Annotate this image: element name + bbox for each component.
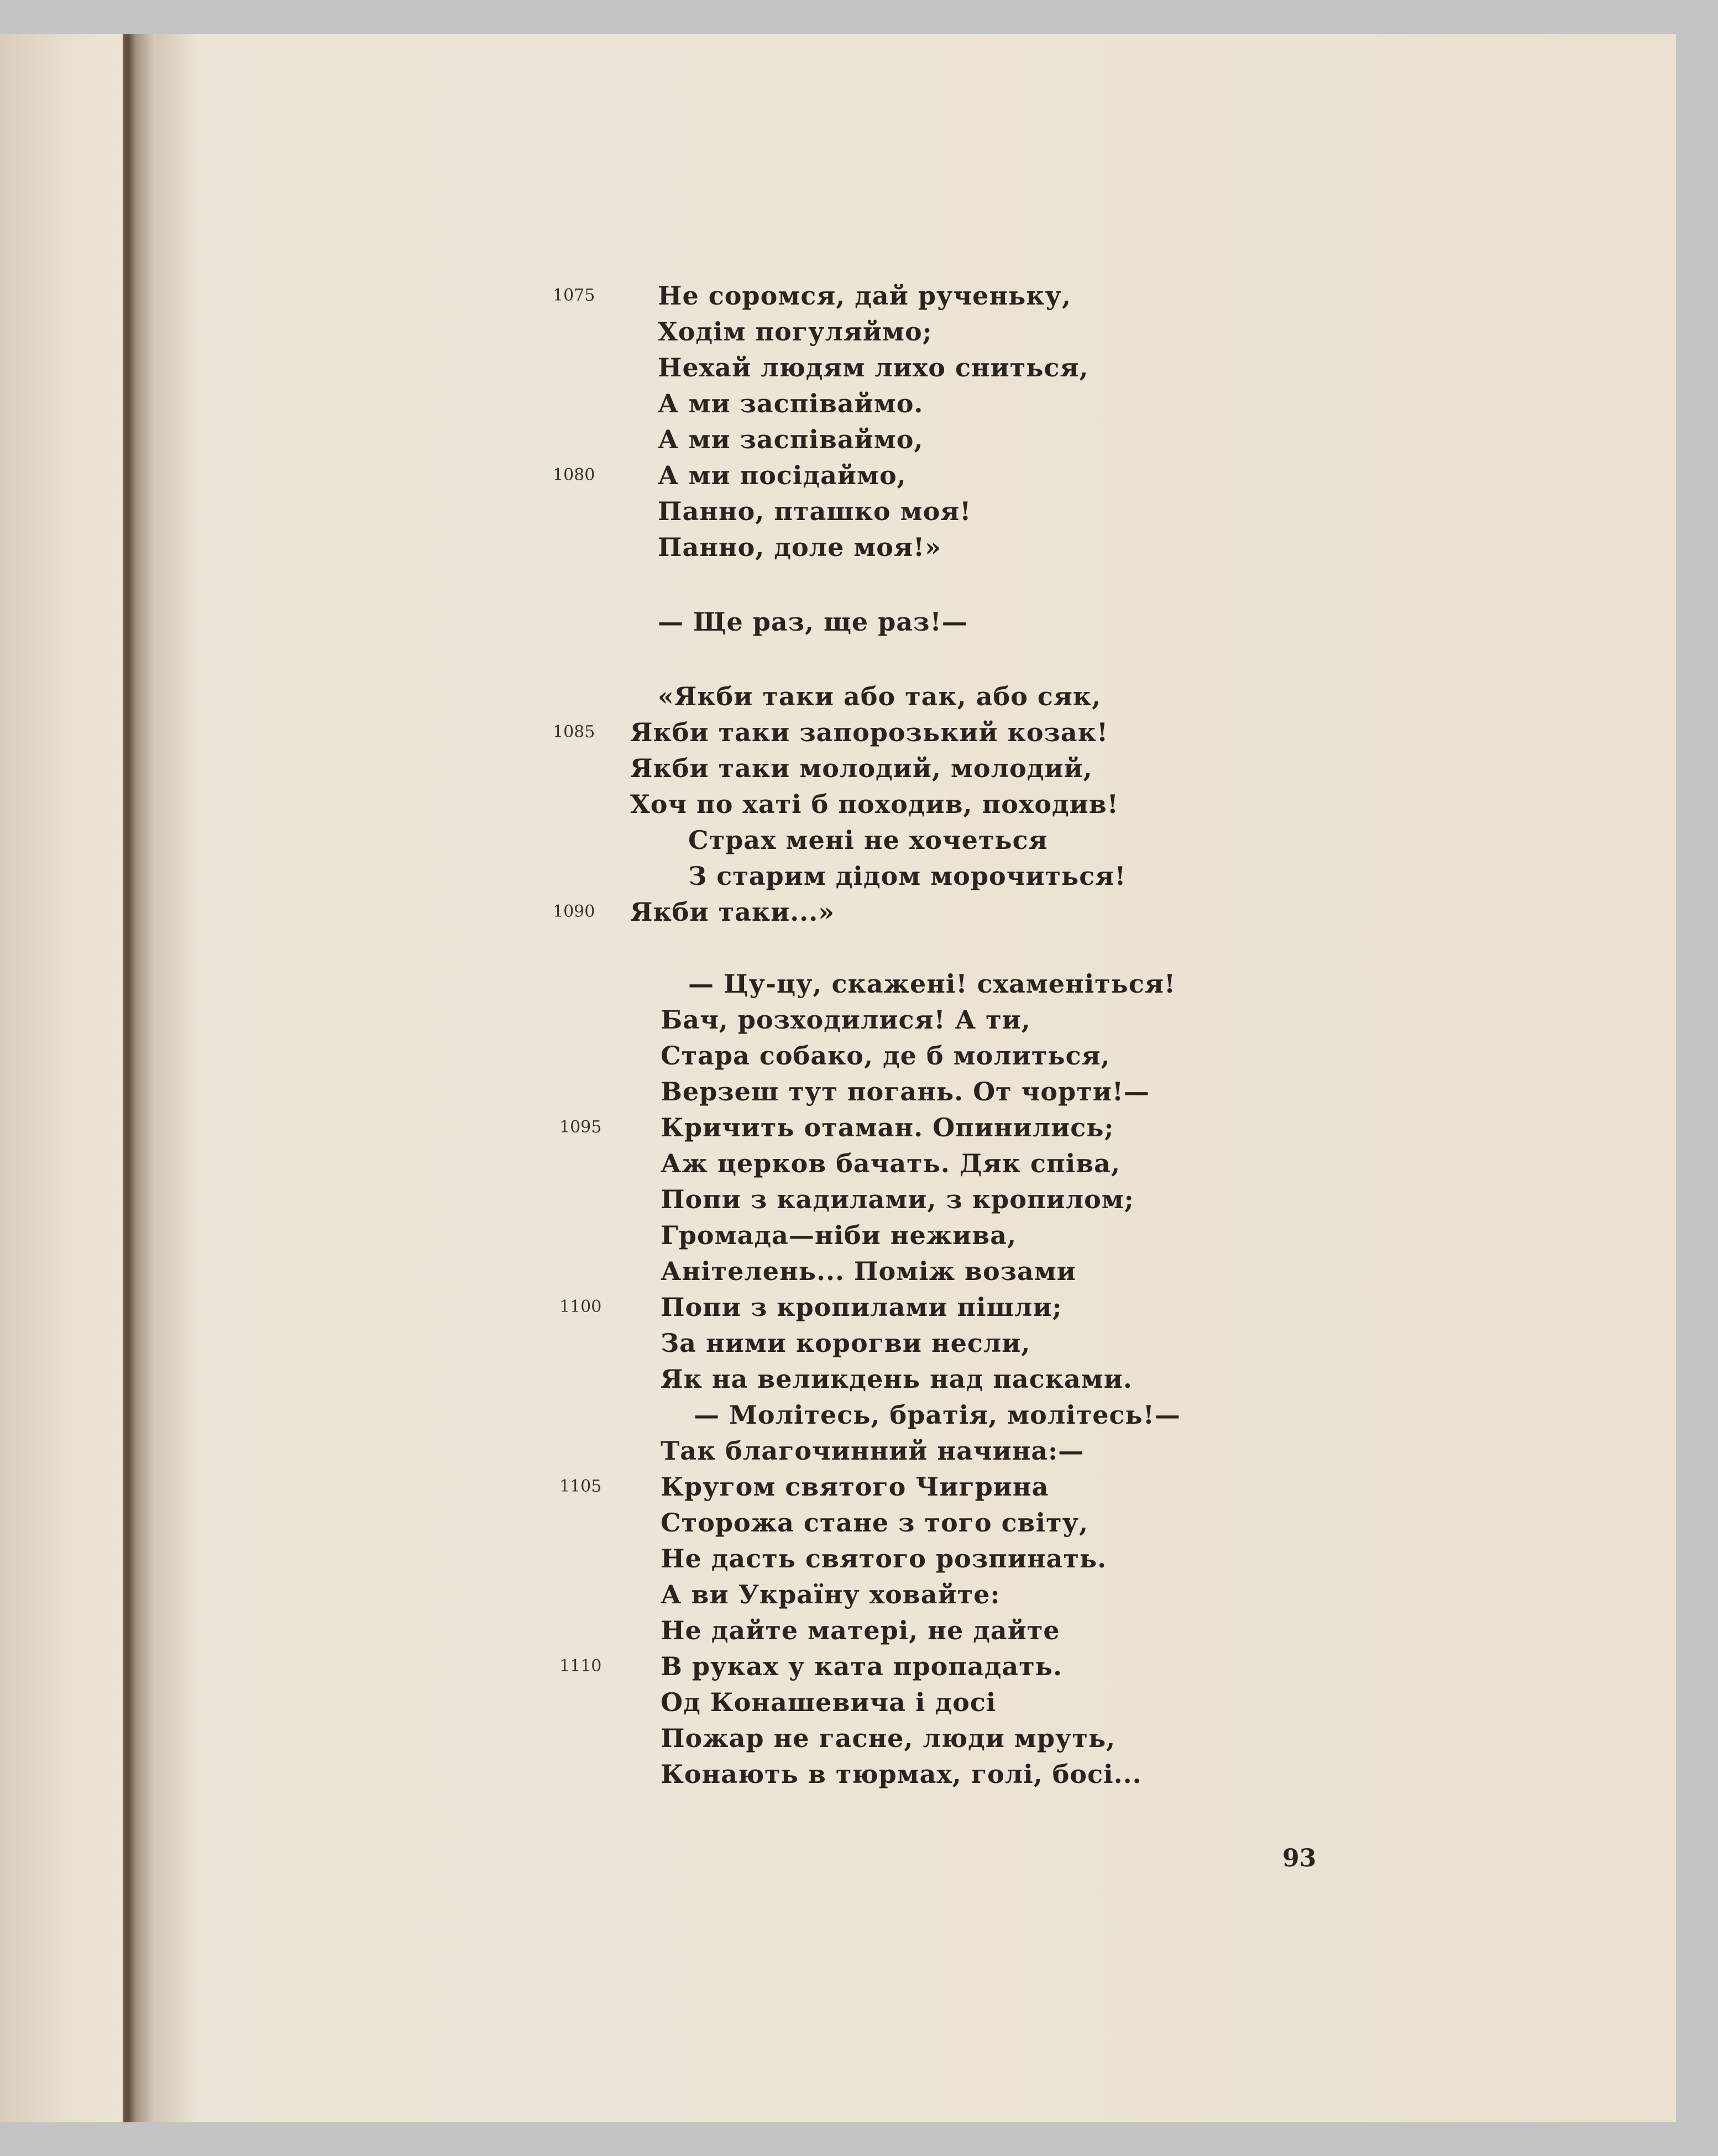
verse-line: Попи з кадилами, з кропилом; <box>661 1184 1134 1214</box>
verse-line: Страх мені не хочеться <box>688 825 1048 855</box>
verse-line: Кричить отаман. Опинились; <box>661 1113 1114 1142</box>
verse-line: Конають в тюрмах, голі, босі... <box>661 1759 1142 1789</box>
line-number: 1075 <box>553 286 595 305</box>
line-number: 1080 <box>553 465 595 485</box>
verse-line: В руках у ката пропадать. <box>661 1651 1062 1681</box>
verse-line: Якби таки...» <box>630 897 835 927</box>
page-number: 93 <box>1282 1844 1317 1872</box>
line-number: 1110 <box>559 1656 602 1676</box>
verse-line: Стара собако, де б молиться, <box>661 1041 1111 1071</box>
verse-line: Попи з кропилами пішли; <box>661 1292 1062 1322</box>
verse-line: Панно, пташко моя! <box>658 496 972 526</box>
verse-line: Бач, розходилися! А ти, <box>661 1005 1031 1035</box>
verse-line: «Якби таки або так, або сяк, <box>658 681 1102 711</box>
verse-line: Громада—ніби нежива, <box>661 1220 1017 1250</box>
verse-line: Нехай людям лихо сниться, <box>658 353 1089 382</box>
verse-line: Не дайте матері, не дайте <box>661 1615 1060 1645</box>
verse-line: Кругом святого Чигрина <box>661 1472 1049 1502</box>
line-number: 1100 <box>559 1297 602 1316</box>
verse-line: Ходім погуляймо; <box>658 317 933 347</box>
verse-line: Якби таки молодий, молодий, <box>630 753 1093 783</box>
verse-line: Так благочинний начина:— <box>661 1436 1085 1466</box>
verse-line: За ними корогви несли, <box>661 1328 1031 1358</box>
gutter-shadow <box>156 34 200 2122</box>
verse-line: Аж церков бачать. Дяк співа, <box>661 1148 1120 1178</box>
page-gutter <box>123 34 156 2122</box>
verse-line: Хоч по хаті б походив, походив! <box>630 789 1119 819</box>
verse-line: Од Конашевича і досі <box>661 1687 997 1717</box>
verse-line: — Ще раз, ще раз!— <box>658 607 968 637</box>
line-number: 1090 <box>553 902 595 921</box>
verse-line: Як на великдень над пасками. <box>661 1364 1133 1394</box>
verse-line: А ми заспіваймо, <box>658 424 924 454</box>
verse-line: А ви Україну ховайте: <box>661 1580 1001 1609</box>
verse-line: Не дасть святого розпинать. <box>661 1544 1107 1573</box>
verse-line: Сторожа стане з того світу, <box>661 1508 1089 1538</box>
verse-line: — Цу-цу, скажені! схаменіться! <box>688 969 1176 999</box>
line-number: 1085 <box>553 722 595 742</box>
verse-line: — Молітесь, братія, молітесь!— <box>694 1400 1181 1430</box>
verse-line: Пожар не гасне, люди мруть, <box>661 1723 1116 1753</box>
verse-line: Якби таки запорозький козак! <box>630 717 1109 747</box>
verse-line: А ми посідаймо, <box>658 460 907 490</box>
verse-line: Верзеш тут погань. От чорти!— <box>661 1077 1150 1106</box>
verse-line: Не соромся, дай рученьку, <box>658 281 1071 311</box>
verse-line: З старим дідом морочиться! <box>688 861 1127 891</box>
line-number: 1105 <box>559 1477 602 1496</box>
book-page <box>0 34 1676 2122</box>
line-number: 1095 <box>559 1118 602 1137</box>
verse-line: Панно, доле моя!» <box>658 532 941 562</box>
verse-line: Анітелень... Поміж возами <box>661 1256 1076 1286</box>
verse-line: А ми заспіваймо. <box>658 389 924 418</box>
